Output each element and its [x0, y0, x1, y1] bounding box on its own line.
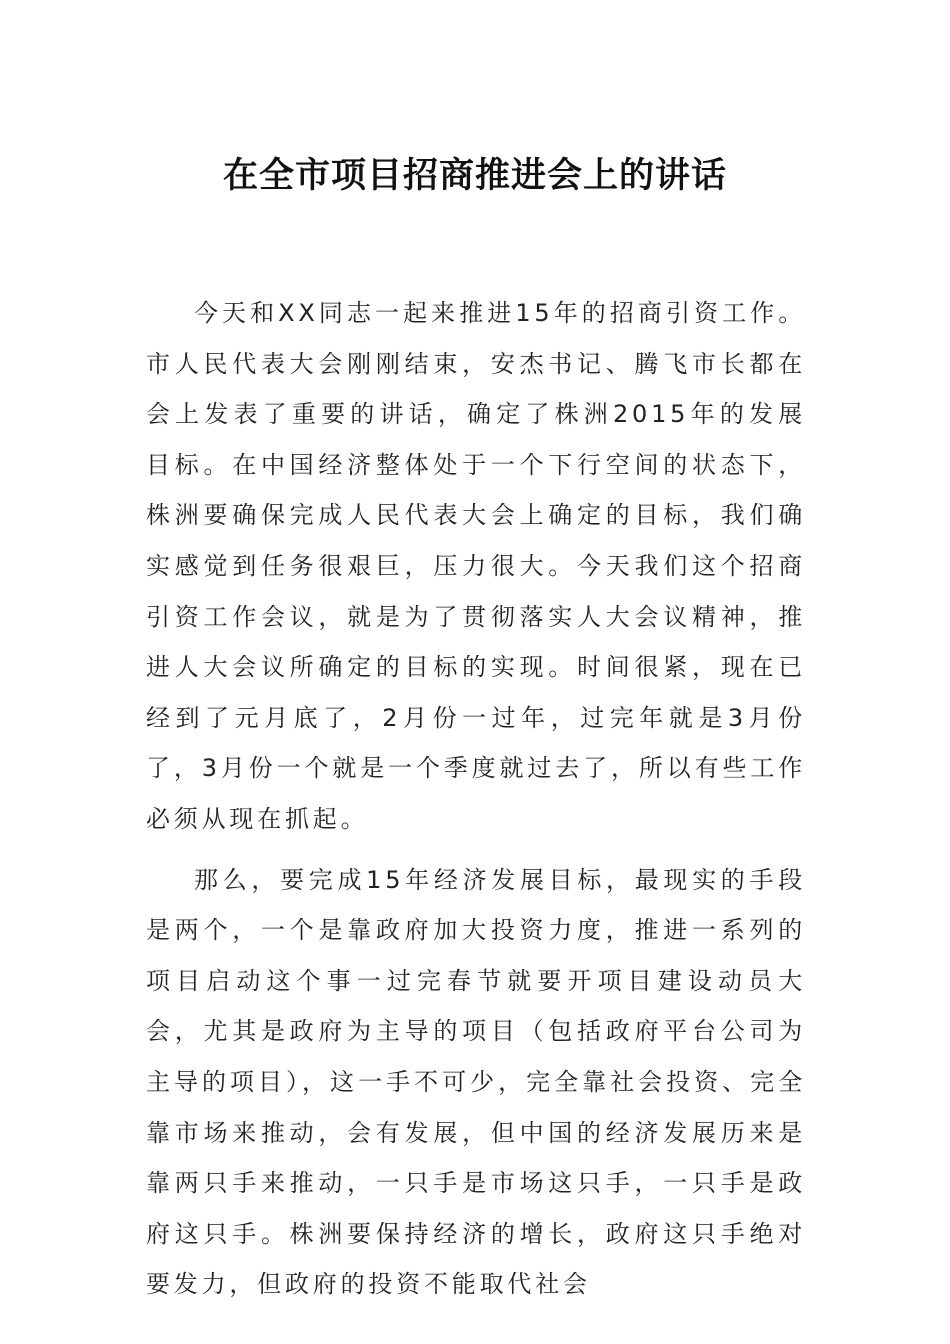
document-title: 在全市项目招商推进会上的讲话: [222, 155, 727, 196]
paragraph: 那么，要完成15年经济发展目标，最现实的手段是两个，一个是靠政府加大投资力度，推进一系列的项目启动这个事一过完春节就要开项目建设动员大会，尤其是政府为主导的项目（包括政府平台公司为主导的项目），这一手不可少，完全靠社会投资、完全靠市场来推动，会有发展，但中国的经济发展历来是靠两只手来推动，一只手是市场这只手，一只手是政府这只手。株洲要保持经济的增长，政府这只手绝对要发力，但政府的投资不能取代社会: [146, 865, 806, 1299]
paragraph: 今天和XX同志一起来推进15年的招商引资工作。市人民代表大会刚刚结束，安杰书记、腾飞市长都在会上发表了重要的讲话，确定了株洲2015年的发展目标。在中国经济整体处于一个下行空间的状态下，株洲要确保完成人民代表大会上确定的目标，我们确实感觉到任务很艰巨，压力很大。今天我们这个招商引资工作会议，就是为了贯彻落实人大会议精神，推进人大会议所确定的目标的实现。时间很紧，现在已经到了元月底了，2月份一过年，过完年就是3月份了，3月份一个就是一个季度就过去了，所以有些工作必须从现在抓起。: [146, 299, 806, 833]
document-body: [146, 288, 806, 1320]
